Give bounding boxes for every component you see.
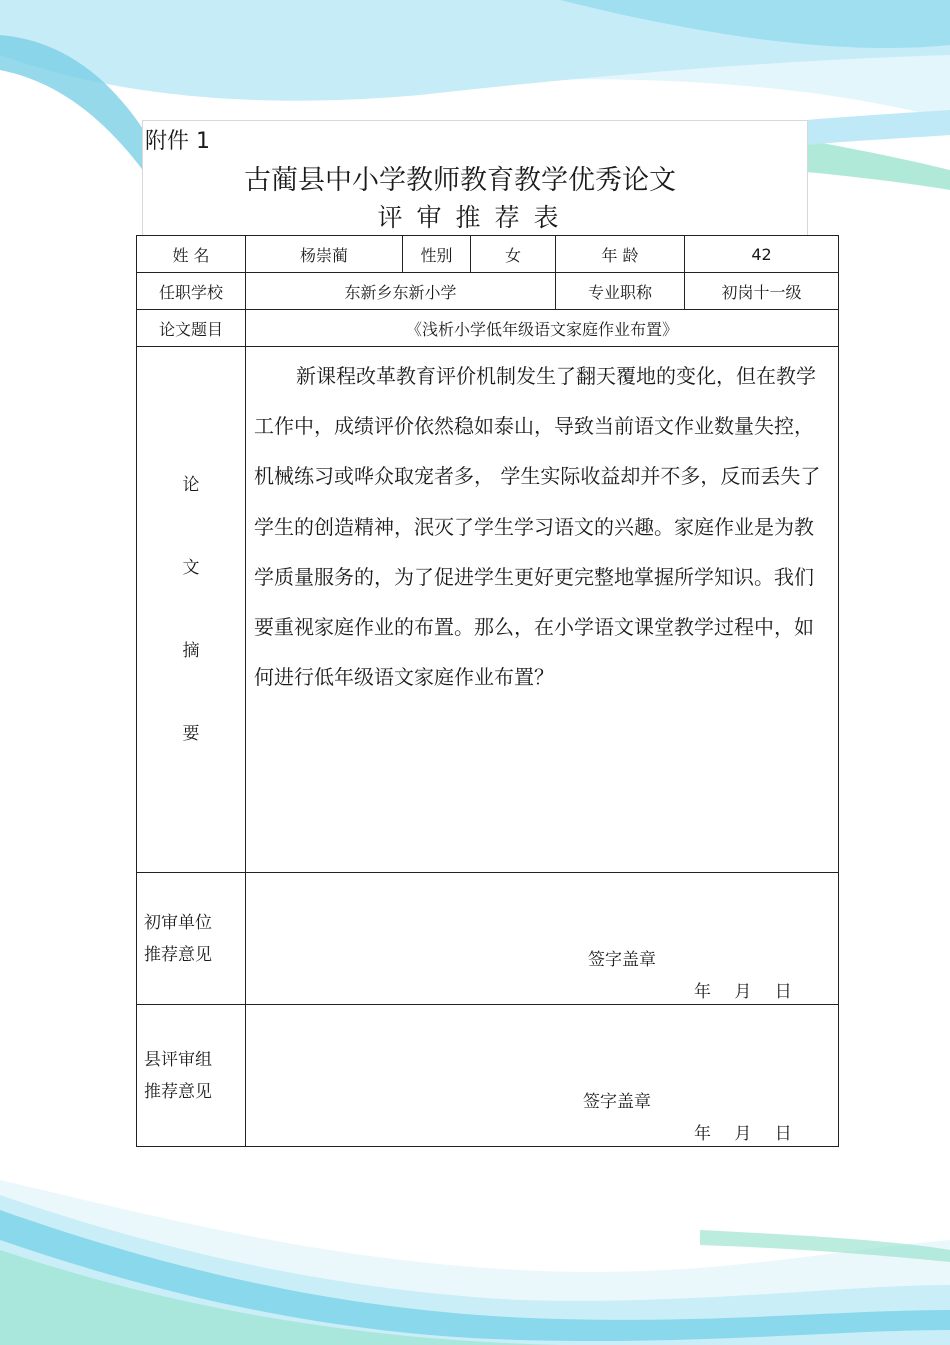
age-value: 42 bbox=[685, 236, 839, 273]
county-review-opinion bbox=[246, 1005, 839, 1147]
initial-sign-label: 签字盖章 bbox=[588, 950, 656, 970]
professional-title-value: 初岗十一级 bbox=[685, 273, 839, 310]
page-title: 古蔺县中小学教师教育教学优秀论文 bbox=[244, 165, 676, 196]
abstract-label bbox=[137, 347, 246, 873]
row-initial-review bbox=[137, 873, 839, 1005]
attachment-label: 附件 1 bbox=[145, 129, 210, 154]
initial-review-label bbox=[137, 873, 246, 1005]
county-date-label: 年 月 日 bbox=[694, 1124, 792, 1144]
row-abstract bbox=[137, 347, 839, 873]
school-value: 东新乡东新小学 bbox=[246, 273, 556, 310]
abstract-text: 新课程改革教育评价机制发生了翻天覆地的变化，但在教学工作中，成绩评价依然稳如泰山，导致当前语文作业数量失控，机械练习或哗众取宠者多， 学生实际收益却并不多，反而丢失了学生的创造精神，泯灭了学生学习语文的兴趣。家庭作业是为教学质量服务的，为了促进学生更好更完整地掌握所学知识。我们要重视家庭作业的布置。那么，在小学语文课堂教学过程中，如何进行低年级语文家庭作业布置？ bbox=[254, 364, 821, 690]
abstract-label-char: 文 bbox=[182, 557, 200, 578]
county-review-label bbox=[137, 1005, 246, 1147]
row-county-review bbox=[137, 1005, 839, 1147]
name-value: 杨崇蔺 bbox=[246, 236, 403, 273]
age-label: 年 龄 bbox=[556, 236, 685, 273]
initial-review-label-line1: 初审单位 bbox=[144, 912, 212, 933]
school-label: 任职学校 bbox=[137, 273, 246, 310]
initial-review-label-line2: 推荐意见 bbox=[144, 944, 212, 965]
page-subtitle: 评审推荐表 bbox=[377, 203, 573, 232]
abstract-cell bbox=[246, 347, 839, 873]
paper-title-value: 《浅析小学低年级语文家庭作业布置》 bbox=[246, 310, 839, 347]
paper-title-label: 论文题目 bbox=[137, 310, 246, 347]
row-paper-title bbox=[137, 310, 839, 347]
gender-label: 性别 bbox=[403, 236, 471, 273]
name-label: 姓 名 bbox=[137, 236, 246, 273]
county-review-label-line2: 推荐意见 bbox=[144, 1081, 212, 1102]
recommendation-form bbox=[136, 235, 839, 1147]
abstract-label-char: 摘 bbox=[182, 640, 200, 661]
initial-date-label: 年 月 日 bbox=[694, 982, 792, 1002]
gender-value: 女 bbox=[471, 236, 556, 273]
row-school bbox=[137, 273, 839, 310]
county-review-label-line1: 县评审组 bbox=[144, 1049, 212, 1070]
initial-review-opinion bbox=[246, 873, 839, 1005]
county-sign-label: 签字盖章 bbox=[583, 1092, 651, 1112]
abstract-label-char: 要 bbox=[182, 723, 200, 744]
row-basic-info bbox=[137, 236, 839, 273]
abstract-label-char: 论 bbox=[182, 474, 200, 495]
professional-title-label: 专业职称 bbox=[556, 273, 685, 310]
